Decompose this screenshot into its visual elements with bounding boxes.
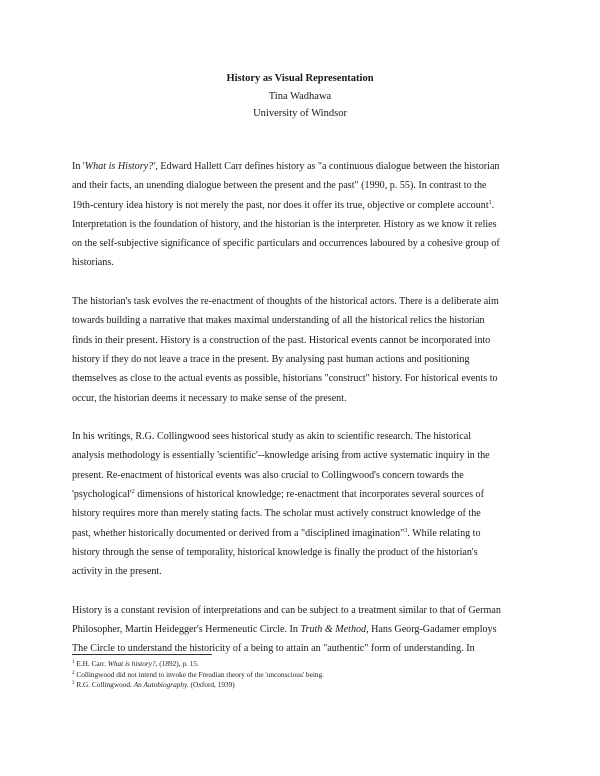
text-line: In his writings, R.G. Collingwood sees historical study as akin to scientific research. The historical <box>72 431 472 443</box>
text-line: past, whether historically documented or derived from a "disciplined imagination"$^3$. While relating to <box>72 527 481 539</box>
text-line: Philosopher, Martin Heidegger's Hermeneutic Circle. In Truth & Method, Hans Georg-Gadamer employs <box>72 624 497 636</box>
paper-affiliation: University of Windsor <box>253 108 347 119</box>
text-line: activity in the present. <box>72 566 162 578</box>
text-line: historians. <box>72 257 114 269</box>
text-line: themselves as close to the actual events as possible, historians "construct" history. For historical events to <box>72 373 498 385</box>
text-line: '$psychological'^2$ dimensions of historical knowledge; re-enactment that incorporates several sources of <box>72 489 484 501</box>
footnote-1: $^1$ E.H. Carr. What is history?, (1892), p. 15. <box>72 659 199 668</box>
text-line: analysis methodology is essentially 'scientific'--knowledge arising from active systematic inquiry in the <box>72 450 490 462</box>
text-line: Interpretation is the foundation of history, and the historian is the interpreter. History as we know it relies <box>72 218 497 230</box>
text-line: on the self-subjective significance of specific particulars and occurrences laboured by a cohesive group of <box>72 238 500 250</box>
footnote-2: $^2$ Collingwood did not intend to invoke the Freudian theory of the 'unconscious' being. <box>72 669 324 679</box>
text-line: finds in their present. History is a construction of the past. Historical events cannot be incorporated into <box>72 334 491 346</box>
footnote-3: $^3$ R.G. Collingwood. An Autobiography. (Oxford, 1939) <box>72 680 235 689</box>
text-line: history through the sense of temporality, historical knowledge is finally the product of the historian's <box>72 546 478 558</box>
footnote-separator <box>72 654 212 655</box>
footnote-ref-2: 2 <box>131 489 135 496</box>
paragraph-2 <box>72 292 532 408</box>
footnote-ref-3: 3 <box>404 527 408 534</box>
paper-header <box>0 70 600 123</box>
text-line: occur, the historian deems it necessary to make sense of the present. <box>72 392 347 404</box>
footnotes <box>72 654 532 691</box>
text-line: history if they do not leave a trace in the present. By analysing past human actions and positioning <box>72 353 470 365</box>
footnote-ref-1: 1 <box>488 199 492 206</box>
text-line: The Circle to understand the historicity of a being to attain an "authentic" form of understanding. In <box>72 643 475 655</box>
body-text <box>72 157 532 678</box>
paper-title: History as Visual Representation <box>226 73 374 84</box>
paragraph-4 <box>72 601 532 659</box>
text-line: and their facts, an unending dialogue between the present and the past" (1990, p. 55). In contrast to the <box>72 180 487 192</box>
text-line: History is a constant revision of interpretations and can be subject to a treatment similar to that of German <box>72 604 501 616</box>
text-line: towards building a narrative that makes maximal understanding of all the historical relics the historian <box>72 315 485 327</box>
text-line: 19th-century idea history is not merely the past, nor does it offer its true, objective or complete account$^1$. <box>72 199 495 211</box>
paragraph-3 <box>72 427 532 581</box>
paragraph-1 <box>72 157 532 273</box>
text-line: The historian's task evolves the re-enactment of thoughts of the historical actors. There is a deliberate aim <box>72 296 499 308</box>
text-line: present. Re-enactment of historical events was also crucial to Collingwood's concern towards the <box>72 469 464 481</box>
cited-work-title: What is History?' <box>84 161 156 172</box>
paper-author: Tina Wadhawa <box>268 90 332 102</box>
cited-work-title: Truth & Method <box>300 624 367 636</box>
text-line: In 'What is History?', Edward Hallett Carr defines history as "a continuous dialogue between the historian <box>72 161 500 172</box>
text-line: history requires more than merely stating facts. The scholar must actively construct knowledge of the <box>72 508 481 520</box>
